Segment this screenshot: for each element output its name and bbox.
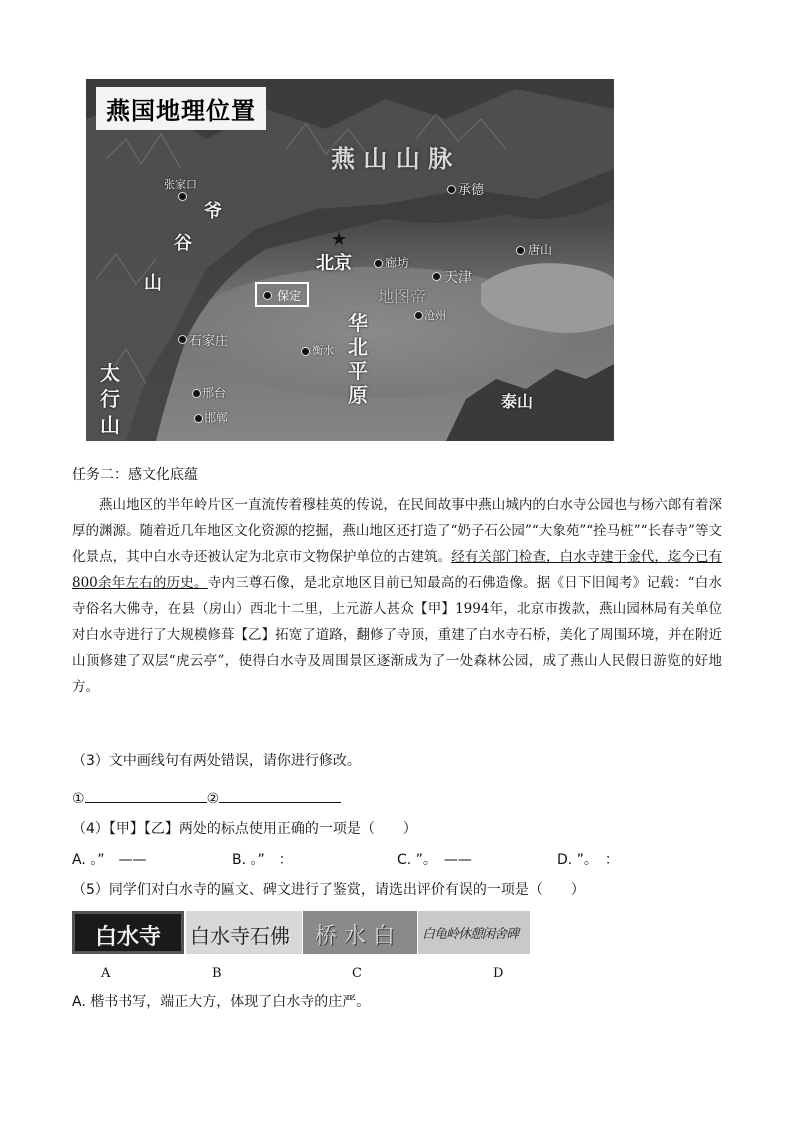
map-label-taihang-3: 山	[100, 413, 120, 437]
calligraphy-text-b: 白水寺石佛	[190, 924, 290, 948]
map-label-mark-3: 山	[144, 273, 162, 294]
passage-part-1: 燕山地区的半年岭片区一直流传着穆桂英的传说，在民间故事中燕山城内的白水寺公园也与杨六郎有着深厚的渊源。随着近几年地区文化资源的挖掘，燕山地区还打造了“奶子石公园”“大象苑”“拴马桩”“长春寺”等文化景点，其中白水寺还被认定为北京市文物保护单位的古建筑。	[72, 497, 722, 565]
map-label-tangshan: 唐山	[528, 243, 553, 257]
map-label-taihang-2: 行	[100, 387, 120, 411]
map-label-baoding: 保定	[277, 289, 302, 303]
map-label-shijiazhuang: 石家庄	[189, 334, 229, 349]
map-label-mark-1: 爷	[204, 201, 222, 222]
yan-state-map	[86, 79, 614, 441]
map-label-chengde: 承德	[458, 183, 485, 198]
calligraphy-image-a	[72, 911, 184, 954]
caption-c: C	[352, 966, 362, 981]
question-4: （4）【甲】【乙】两处的标点使用正确的一项是（ ）	[72, 821, 417, 837]
map-label-beijing: 北京	[316, 253, 352, 274]
map-label-hengshui: 衡水	[312, 344, 334, 357]
q4-option-b[interactable]: B. 。” ：	[232, 852, 293, 868]
answer-blank-1[interactable]	[85, 788, 207, 803]
underlined-sentence: 经有关部门检查，白水寺建于金代，迄今已有800余年左右的历史。	[72, 549, 723, 591]
section-title: 任务二：感文化底蕴	[72, 467, 198, 483]
answer-blank-2[interactable]	[219, 788, 341, 803]
q5-option-a[interactable]: A. 楷书书写，端正大方，体现了白水寺的庄严。	[72, 994, 371, 1010]
question-3-answers	[72, 788, 341, 807]
caption-a: A	[101, 966, 111, 981]
map-label-langfang: 廊坊	[385, 256, 410, 270]
city-dot-langfang	[374, 259, 383, 268]
baoding-highlight-box	[255, 282, 309, 307]
city-dot-tianjin	[432, 272, 441, 281]
calligraphy-text-d: 白龟岭休憩闲舍碑	[422, 927, 519, 942]
map-label-handan: 邯郸	[204, 411, 229, 425]
caption-b: B	[212, 966, 222, 981]
map-label-tianjin: 天津	[444, 270, 472, 286]
map-label-huabei-3: 平	[348, 359, 368, 383]
city-dot-shijiazhuang	[178, 335, 187, 344]
city-dot-tangshan	[516, 246, 525, 255]
city-dot-hengshui	[301, 347, 310, 356]
calligraphy-image-b	[186, 911, 302, 954]
map-label-huabei-1: 华	[348, 311, 368, 335]
passage-part-2: 寺内三尊石像，是北京地区目前已知最高的石佛造像。据《日下旧闻考》记载：“白水寺俗名大佛寺，在县（房山）西北十二里，上元游人甚众【甲】1994年，北京市拨款，燕山园林局有关单位对白水寺进行了大规模修葺【乙】拓宽了道路，翻修了寺顶，重建了白水寺石桥，美化了周围环境，并在附近山顶修建了双层“虎云亭”，使得白水寺及周围景区逐渐成为了一处森林公园，成了燕山人民假日游览的好地方。	[72, 575, 722, 695]
blank-label-2: ②	[206, 791, 220, 807]
question-3: （3）文中画线句有两处错误，请你进行修改。	[72, 753, 361, 769]
calligraphy-text-a: 白水寺	[95, 924, 162, 950]
map-title: 燕国地理位置	[96, 87, 266, 130]
reading-passage	[72, 492, 722, 700]
city-dot-zhangjiakou	[178, 192, 187, 201]
map-label-mark-2: 谷	[174, 233, 192, 254]
map-watermark: 地图帝	[378, 287, 427, 306]
caption-d: D	[493, 966, 504, 981]
map-label-yanshan: 燕 山 山 脉	[331, 145, 453, 173]
map-label-xingtai: 邢台	[202, 386, 227, 400]
question-5: （5）同学们对白水寺的匾文、碑文进行了鉴赏，请选出评价有误的一项是（ ）	[72, 882, 585, 898]
city-dot-cangzhou	[414, 311, 423, 320]
map-label-huabei-4: 原	[348, 383, 368, 407]
blank-label-1: ①	[72, 791, 85, 807]
map-label-taishan: 泰山	[501, 392, 534, 411]
calligraphy-image-d	[418, 911, 530, 954]
map-label-zhangjiakou: 张家口	[164, 178, 197, 191]
city-dot-chengde	[447, 185, 456, 194]
map-label-taihang-1: 太	[100, 361, 120, 385]
capital-star-icon: ★	[331, 229, 348, 250]
city-dot-xingtai	[192, 389, 201, 398]
calligraphy-image-c	[303, 911, 417, 954]
calligraphy-text-c: 桥 水 白	[315, 924, 395, 949]
map-label-cangzhou: 沧州	[424, 309, 446, 322]
q4-option-c[interactable]: C. ”。 ——	[397, 852, 472, 868]
city-dot-baoding	[263, 291, 272, 300]
q4-option-d[interactable]: D. ”。 ：	[557, 852, 619, 868]
q4-option-a[interactable]: A. 。” ——	[72, 852, 147, 868]
city-dot-handan	[194, 414, 203, 423]
map-label-huabei-2: 北	[348, 335, 368, 359]
